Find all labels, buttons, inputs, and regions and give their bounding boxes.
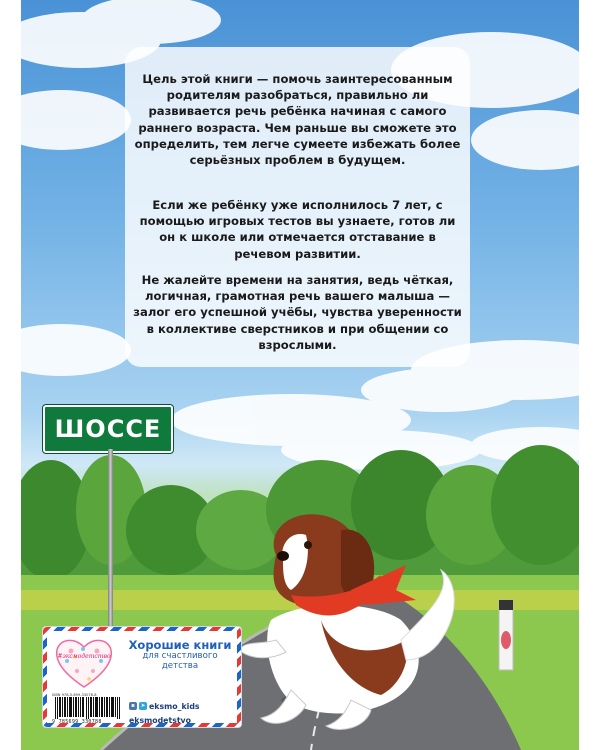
road-post	[499, 600, 513, 670]
description-paragraph-3: Не жалейте времени на занятия, ведь чёткая, логичная, грамотная речь вашего малыша — залог его успешной учёбы, чувства уверенности в коллективе сверстников и при общении со взрослыми.	[133, 273, 462, 352]
social-vk-row[interactable]	[129, 699, 239, 713]
back-cover	[21, 0, 579, 750]
series-logo-text: #эксмодетство	[57, 653, 111, 660]
barcode-number: 9 785699 330788	[52, 719, 102, 725]
isbn-text: ISBN 978-5-699-33078-8	[52, 693, 97, 697]
slogan	[125, 639, 235, 671]
description-paragraph-2: Если же ребёнку уже исполнилось 7 лет, с помощью игровых тестов вы узнаете, готов ли он к школе или отмечается отставание в речевом развитии.	[139, 198, 456, 261]
telegram-icon: ➤	[140, 703, 146, 709]
social-ig-handle: eksmodetstvo	[129, 715, 191, 725]
road-sign	[43, 405, 173, 453]
road-sign-text: ШОССЕ	[54, 415, 162, 443]
social-vk-handle: eksmo_kids	[149, 701, 200, 711]
description-paragraph-1: Цель этой книги — помочь заинтересованным родителям разобраться, правильно ли развивается речь ребёнка начиная с самого раннего возраста. Чем раньше вы сможете это определить, тем легче сумеете избежать более серьёзных проблем в будущем.	[134, 72, 461, 168]
heart-icon	[53, 635, 115, 691]
social-links	[129, 699, 239, 727]
slogan-sub: для счастливого детства	[142, 651, 218, 671]
description-panel	[125, 47, 470, 367]
slogan-main: Хорошие книги	[128, 638, 232, 652]
vk-icon: в	[129, 702, 137, 710]
barcode-icon	[53, 697, 125, 719]
social-ig-row[interactable]	[129, 713, 239, 727]
publisher-promo-card	[42, 626, 242, 728]
sign-pole	[108, 449, 113, 649]
